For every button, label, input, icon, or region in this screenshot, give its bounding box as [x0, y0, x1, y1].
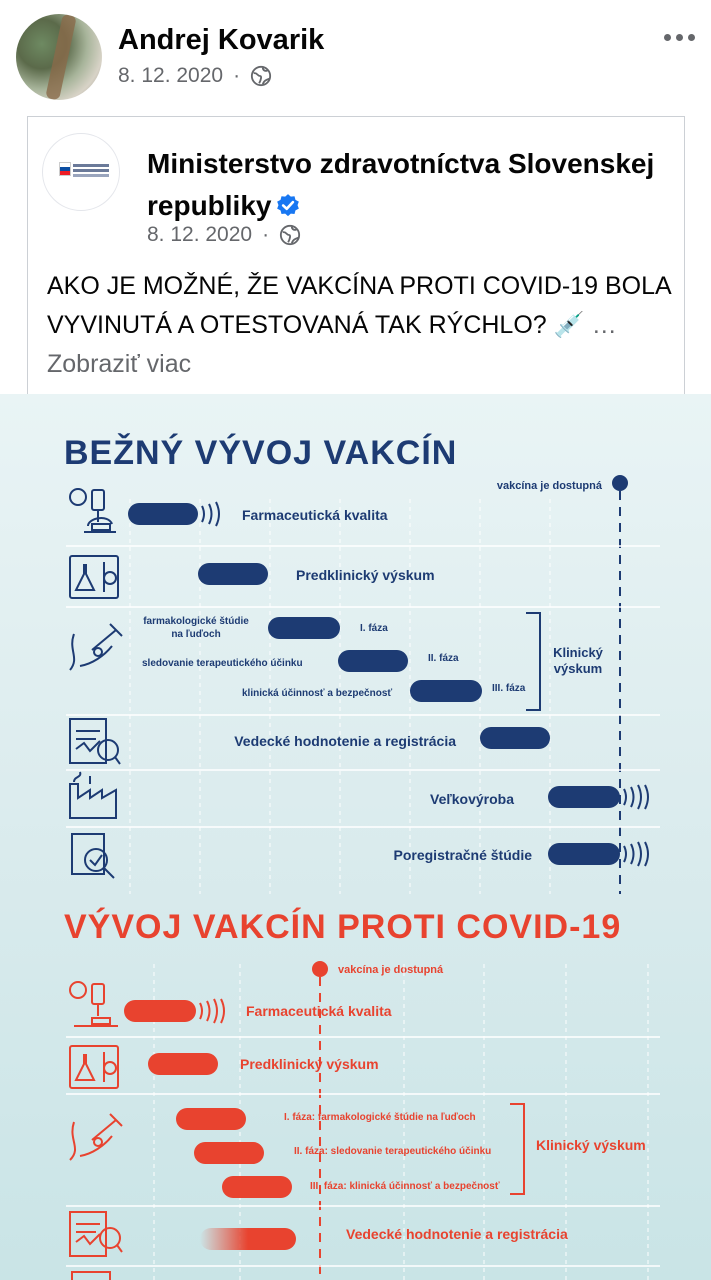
- phase-label: I. fáza: [360, 623, 388, 634]
- factory-icon: [70, 772, 116, 818]
- lab-flasks-icon: [70, 556, 118, 598]
- covid-row-label: Klinický výskum: [536, 1137, 646, 1153]
- page-name[interactable]: Ministerstvo zdravotníctva Slovenskej republiky: [147, 148, 655, 221]
- covid-available-label: vakcína je dostupná: [338, 964, 444, 976]
- globe-icon: [250, 65, 272, 87]
- infographic-image[interactable]: [0, 394, 711, 1280]
- shared-post[interactable]: [27, 116, 685, 396]
- covid-phase: III. fáza: klinická účinnosť a bezpečnosť: [310, 1181, 500, 1192]
- post-header: [0, 0, 711, 110]
- lab-flasks-icon: [70, 1046, 118, 1088]
- clinical-label-line1: Klinický: [553, 645, 603, 660]
- standard-row-label: Predklinický výskum: [296, 567, 435, 583]
- covid-phase: II. fáza: sledovanie terapeutického účinku: [294, 1146, 492, 1157]
- covid-phase: I. fáza: farmakologické štúdie na ľuďoch: [284, 1112, 476, 1123]
- meta-separator: ·: [233, 64, 241, 87]
- document-review-icon: [70, 719, 120, 764]
- microscope-icon: [70, 489, 116, 532]
- post-text: AKO JE MOŽNÉ, ŽE VAKCÍNA PROTI COVID-19 BOLA VYVINUTÁ A OTESTOVANÁ TAK RÝCHLO? 💉 … Zobraziť viac: [47, 272, 671, 378]
- vaccination-arm-icon: [70, 1114, 122, 1160]
- standard-available-dot: [612, 475, 628, 491]
- certificate-check-icon: [72, 834, 114, 878]
- standard-title: BEŽNÝ VÝVOJ VAKCÍN: [64, 434, 458, 472]
- page-avatar[interactable]: [42, 133, 120, 211]
- phase-desc: farmakologické štúdie na ľuďoch: [143, 616, 249, 640]
- author-name[interactable]: Andrej Kovarik: [118, 24, 325, 56]
- standard-available-label: vakcína je dostupná: [496, 480, 602, 492]
- phase-desc: sledovanie terapeutického účinku: [142, 658, 303, 669]
- covid-row-label: Vedecké hodnotenie a registrácia: [346, 1226, 568, 1242]
- covid-row-label: Predklinický výskum: [240, 1056, 379, 1072]
- globe-icon: [279, 224, 301, 246]
- slovak-flag-icon: [59, 162, 71, 176]
- author-avatar[interactable]: [16, 14, 102, 100]
- document-review-icon: [70, 1212, 122, 1256]
- standard-row-label: Farmaceutická kvalita: [242, 507, 388, 523]
- phase-label: II. fáza: [428, 653, 459, 664]
- standard-row-label: Vedecké hodnotenie a registrácia: [234, 733, 456, 749]
- covid-row-label: Farmaceutická kvalita: [246, 1003, 392, 1019]
- verified-badge-icon: [275, 193, 301, 219]
- microscope-icon: [70, 982, 118, 1026]
- post-meta: [118, 64, 272, 88]
- standard-row-label: Poregistračné štúdie: [393, 847, 532, 863]
- phase-desc: klinická účinnosť a bezpečnosť: [242, 688, 393, 699]
- phase-label: III. fáza: [492, 683, 526, 694]
- more-options-icon[interactable]: [664, 34, 695, 41]
- see-more-link[interactable]: … Zobraziť viac: [47, 311, 617, 378]
- clinical-label-line2: výskum: [553, 661, 603, 676]
- post-date[interactable]: 8. 12. 2020: [118, 64, 224, 87]
- shared-post-date[interactable]: 8. 12. 2020: [147, 223, 253, 246]
- covid-available-dot: [312, 961, 328, 977]
- covid-title: VÝVOJ VAKCÍN PROTI COVID-19: [64, 908, 622, 946]
- shared-post-meta: 8. 12. 2020 ·: [147, 223, 301, 247]
- standard-row-label: Veľkovýroba: [430, 791, 514, 807]
- vaccination-arm-icon: [70, 624, 122, 670]
